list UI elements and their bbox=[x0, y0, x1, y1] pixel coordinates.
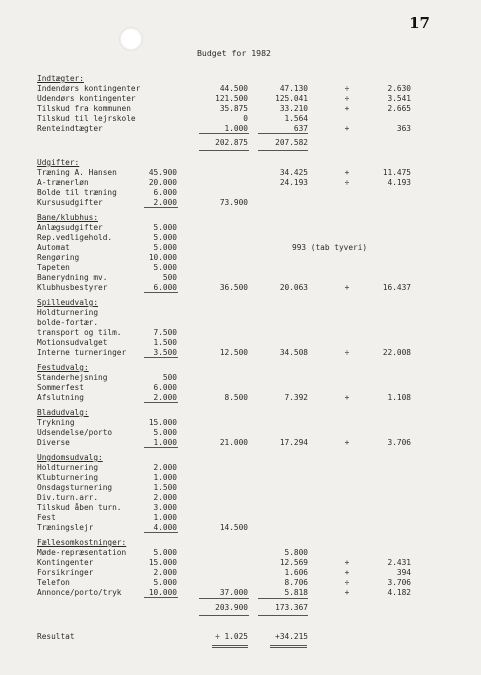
row-label: Klubturnering bbox=[37, 473, 99, 482]
item-value: 15.000 bbox=[148, 558, 177, 567]
budget-value: 12.500 bbox=[219, 348, 248, 357]
row-label: Interne turneringer bbox=[37, 348, 127, 357]
row-label: Trykning bbox=[37, 418, 75, 427]
row-label: bolde-fortær. bbox=[37, 318, 99, 327]
sum-rule bbox=[144, 532, 178, 533]
difference-value: 394 bbox=[396, 568, 411, 577]
sum-rule bbox=[144, 597, 178, 598]
difference-sign: + bbox=[344, 393, 350, 402]
row-label: Tapeten bbox=[37, 263, 70, 272]
budget-value: 1.000 bbox=[224, 124, 248, 133]
row-note: 993 (tab tyveri) bbox=[292, 243, 368, 252]
difference-sign: + bbox=[344, 168, 350, 177]
item-value: 10.000 bbox=[148, 253, 177, 262]
difference-value: 2.665 bbox=[387, 104, 411, 113]
row-label: Klubhusbestyrer bbox=[37, 283, 108, 292]
budget-value: 21.000 bbox=[219, 438, 248, 447]
actual-value: 17.294 bbox=[279, 438, 308, 447]
item-value: 2.000 bbox=[153, 393, 177, 402]
difference-sign: + bbox=[344, 568, 350, 577]
result-rule bbox=[212, 645, 248, 646]
difference-sign: ÷ bbox=[344, 348, 350, 357]
total-rule bbox=[258, 150, 308, 151]
item-value: 20.000 bbox=[148, 178, 177, 187]
item-value: 5.000 bbox=[153, 223, 177, 232]
budget-value: 37.000 bbox=[219, 588, 248, 597]
total-budget: 203.900 bbox=[215, 603, 248, 612]
result-rule bbox=[212, 647, 248, 648]
actual-value: 1.564 bbox=[284, 114, 308, 123]
sum-rule bbox=[144, 207, 178, 208]
sum-rule bbox=[144, 447, 178, 448]
item-value: 5.000 bbox=[153, 243, 177, 252]
difference-sign: ÷ bbox=[344, 94, 350, 103]
difference-sign: + bbox=[344, 124, 350, 133]
page-number: 17 bbox=[409, 14, 430, 32]
item-value: 1.000 bbox=[153, 438, 177, 447]
difference-value: 2.431 bbox=[387, 558, 411, 567]
row-label: Forsikringer bbox=[37, 568, 94, 577]
item-value: 2.000 bbox=[153, 463, 177, 472]
difference-value: 4.193 bbox=[387, 178, 411, 187]
item-value: 6.000 bbox=[153, 188, 177, 197]
row-label: transport og tilm. bbox=[37, 328, 122, 337]
section-heading-udgifter: Udgifter: bbox=[37, 158, 80, 167]
row-label: Sommerfest bbox=[37, 383, 84, 392]
difference-value: 3.706 bbox=[387, 438, 411, 447]
difference-sign: ÷ bbox=[344, 84, 350, 93]
difference-sign: + bbox=[344, 558, 350, 567]
item-value: 1.000 bbox=[153, 513, 177, 522]
difference-value: 16.437 bbox=[382, 283, 411, 292]
difference-sign: + bbox=[344, 104, 350, 113]
item-value: 1.500 bbox=[153, 483, 177, 492]
row-label: Motionsudvalget bbox=[37, 338, 108, 347]
row-label: Udsendelse/porto bbox=[37, 428, 113, 437]
row-label: Rengøring bbox=[37, 253, 80, 262]
item-value: 2.000 bbox=[153, 198, 177, 207]
total-budget: 202.875 bbox=[215, 138, 248, 147]
difference-sign: ÷ bbox=[344, 178, 350, 187]
row-label: Tilskud åben turn. bbox=[37, 503, 122, 512]
budget-value: 121.500 bbox=[215, 94, 248, 103]
item-value: 2.000 bbox=[153, 568, 177, 577]
section-heading-bane: Bane/klubhus: bbox=[37, 213, 99, 222]
actual-value: 1.606 bbox=[284, 568, 308, 577]
row-label: Afslutning bbox=[37, 393, 84, 402]
sum-rule bbox=[144, 357, 178, 358]
difference-value: 3.706 bbox=[387, 578, 411, 587]
budget-value: 0 bbox=[243, 114, 248, 123]
row-label: Telefon bbox=[37, 578, 70, 587]
total-rule bbox=[199, 150, 249, 151]
difference-sign: + bbox=[344, 283, 350, 292]
difference-sign: ÷ bbox=[344, 578, 350, 587]
sum-rule bbox=[144, 292, 178, 293]
sum-rule bbox=[199, 598, 249, 599]
actual-value: 12.569 bbox=[279, 558, 308, 567]
difference-value: 4.182 bbox=[387, 588, 411, 597]
row-label: Kontingenter bbox=[37, 558, 94, 567]
item-value: 45.900 bbox=[148, 168, 177, 177]
actual-value: 7.392 bbox=[284, 393, 308, 402]
section-heading-faelles: Fællesomkostninger: bbox=[37, 538, 127, 547]
row-label: Træning A. Hansen bbox=[37, 168, 117, 177]
row-label: Rep.vedligehold. bbox=[37, 233, 113, 242]
row-label: Tilskud til lejrskole bbox=[37, 114, 136, 123]
actual-value: 33.210 bbox=[279, 104, 308, 113]
item-value: 7.500 bbox=[153, 328, 177, 337]
punch-hole bbox=[119, 27, 143, 51]
sum-rule bbox=[144, 402, 178, 403]
row-label: Fest bbox=[37, 513, 56, 522]
row-label: Indendørs kontingenter bbox=[37, 84, 141, 93]
section-heading-indtaegter: Indtægter: bbox=[37, 74, 84, 83]
result-label: Resultat bbox=[37, 632, 75, 641]
actual-value: 34.508 bbox=[279, 348, 308, 357]
row-label: Bolde til træning bbox=[37, 188, 117, 197]
budget-value: 8.500 bbox=[224, 393, 248, 402]
actual-value: 20.063 bbox=[279, 283, 308, 292]
row-label: Anlægsudgifter bbox=[37, 223, 103, 232]
row-label: Annonce/porto/tryk bbox=[37, 588, 122, 597]
section-heading-blad: Bladudvalg: bbox=[37, 408, 89, 417]
actual-value: 8.706 bbox=[284, 578, 308, 587]
row-label: A-trænerløn bbox=[37, 178, 89, 187]
actual-value: 125.041 bbox=[275, 94, 308, 103]
difference-value: 1.108 bbox=[387, 393, 411, 402]
budget-value: 35.875 bbox=[219, 104, 248, 113]
item-value: 15.000 bbox=[148, 418, 177, 427]
actual-value: 47.130 bbox=[279, 84, 308, 93]
section-heading-ungdom: Ungdomsudvalg: bbox=[37, 453, 103, 462]
row-label: Kursusudgifter bbox=[37, 198, 103, 207]
budget-value: 36.500 bbox=[219, 283, 248, 292]
budget-value: 14.500 bbox=[219, 523, 248, 532]
item-value: 5.000 bbox=[153, 233, 177, 242]
item-value: 3.500 bbox=[153, 348, 177, 357]
sum-rule bbox=[258, 133, 308, 134]
actual-value: 34.425 bbox=[279, 168, 308, 177]
actual-value: 5.818 bbox=[284, 588, 308, 597]
row-label: Diverse bbox=[37, 438, 70, 447]
item-value: 2.000 bbox=[153, 493, 177, 502]
item-value: 5.000 bbox=[153, 263, 177, 272]
item-value: 500 bbox=[162, 373, 177, 382]
difference-value: 3.541 bbox=[387, 94, 411, 103]
difference-value: 22.008 bbox=[382, 348, 411, 357]
difference-value: 2.630 bbox=[387, 84, 411, 93]
item-value: 4.000 bbox=[153, 523, 177, 532]
row-label: Onsdagsturnering bbox=[37, 483, 113, 492]
row-label: Standerhejsning bbox=[37, 373, 108, 382]
total-rule bbox=[258, 615, 308, 616]
item-value: 10.000 bbox=[148, 588, 177, 597]
actual-value: 5.800 bbox=[284, 548, 308, 557]
item-value: 500 bbox=[162, 273, 177, 282]
row-label: Møde-repræsentation bbox=[37, 548, 127, 557]
result-budget: ÷ 1.025 bbox=[215, 632, 248, 641]
difference-sign: + bbox=[344, 588, 350, 597]
row-label: Holdturnering bbox=[37, 463, 99, 472]
item-value: 1.500 bbox=[153, 338, 177, 347]
page-title: Budget for 1982 bbox=[197, 48, 271, 58]
item-value: 3.000 bbox=[153, 503, 177, 512]
section-heading-fest: Festudvalg: bbox=[37, 363, 89, 372]
item-value: 1.000 bbox=[153, 473, 177, 482]
row-label: Div.turn.arr. bbox=[37, 493, 99, 502]
result-actual: +34.215 bbox=[275, 632, 308, 641]
row-label: Holdturnering bbox=[37, 308, 99, 317]
budget-value: 73.900 bbox=[219, 198, 248, 207]
difference-value: 363 bbox=[396, 124, 411, 133]
budget-value: 44.500 bbox=[219, 84, 248, 93]
row-label: Tilskud fra kommunen bbox=[37, 104, 131, 113]
row-label: Renteindtægter bbox=[37, 124, 103, 133]
row-label: Udendørs kontingenter bbox=[37, 94, 136, 103]
item-value: 5.000 bbox=[153, 548, 177, 557]
item-value: 6.000 bbox=[153, 283, 177, 292]
sum-rule bbox=[258, 598, 308, 599]
actual-value: 24.193 bbox=[279, 178, 308, 187]
section-heading-spil: Spilleudvalg: bbox=[37, 298, 99, 307]
difference-sign: + bbox=[344, 438, 350, 447]
total-actual: 207.582 bbox=[275, 138, 308, 147]
total-actual: 173.367 bbox=[275, 603, 308, 612]
row-label: Træningslejr bbox=[37, 523, 94, 532]
item-value: 5.000 bbox=[153, 578, 177, 587]
difference-value: 11.475 bbox=[382, 168, 411, 177]
row-label: Banerydning mv. bbox=[37, 273, 108, 282]
result-rule bbox=[270, 647, 307, 648]
item-value: 6.000 bbox=[153, 383, 177, 392]
result-rule bbox=[270, 645, 307, 646]
sum-rule bbox=[199, 133, 249, 134]
item-value: 5.000 bbox=[153, 428, 177, 437]
actual-value: 637 bbox=[293, 124, 308, 133]
row-label: Automat bbox=[37, 243, 70, 252]
total-rule bbox=[199, 615, 249, 616]
